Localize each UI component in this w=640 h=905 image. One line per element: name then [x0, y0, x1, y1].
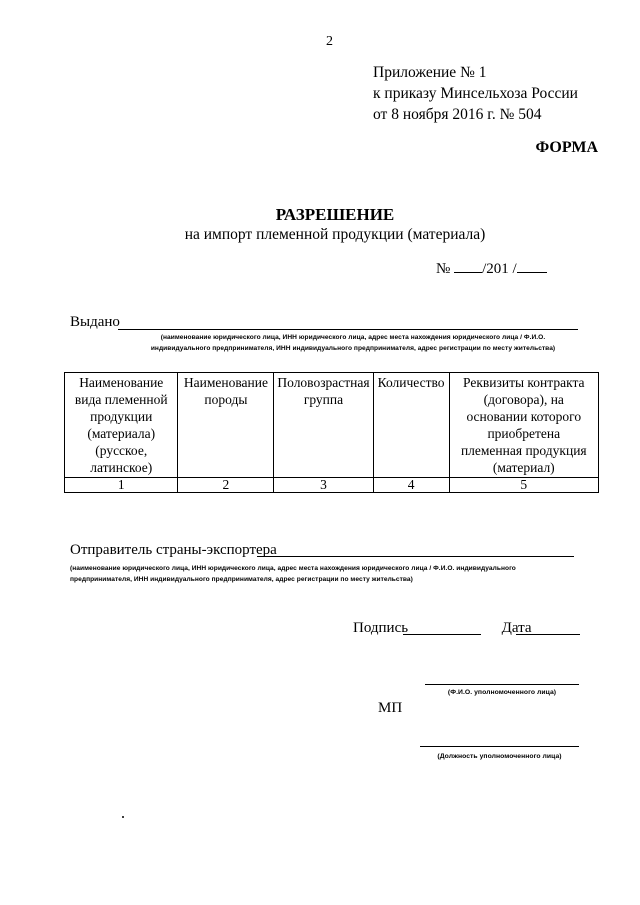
column-number: 5 — [449, 478, 598, 493]
column-number: 4 — [373, 478, 449, 493]
sender-label: Отправитель страны-экспортера — [70, 542, 277, 558]
issued-note-line-2: индивидуального предпринимателя, ИНН индивидуального предпринимателя, адрес регистрации по месту жительства) — [150, 345, 556, 352]
stamp-place-label: МП — [378, 700, 403, 716]
position-field[interactable] — [420, 746, 579, 747]
header-cell-quantity: Количество — [373, 373, 449, 478]
page-number: 2 — [326, 34, 333, 49]
annex-line-2: к приказу Минсельхоза России — [373, 85, 578, 102]
issued-label: Выдано — [70, 314, 120, 330]
number-slash: / — [512, 261, 517, 277]
issued-field[interactable] — [118, 329, 578, 330]
fio-field[interactable] — [425, 684, 579, 685]
header-cell-breed: Наименование породы — [178, 373, 274, 478]
header-cell-product-type: Наименование вида племенной продукции (материала) (русское, латинское) — [65, 373, 178, 478]
year-blank[interactable] — [517, 260, 547, 273]
annex-line-3: от 8 ноября 2016 г. № 504 — [373, 106, 542, 123]
document-subtitle: на импорт племенной продукции (материала) — [184, 226, 486, 243]
annex-header — [373, 62, 578, 125]
form-label: ФОРМА — [535, 139, 598, 156]
permit-number — [436, 260, 547, 278]
scan-speck — [122, 816, 124, 818]
header-cell-age-sex-group: Половозрастная группа — [274, 373, 373, 478]
product-table — [64, 372, 599, 493]
fio-label: (Ф.И.О. уполномоченного лица) — [447, 689, 557, 696]
sender-field[interactable] — [257, 556, 574, 557]
date-field[interactable] — [516, 634, 580, 635]
signature-field[interactable] — [403, 634, 481, 635]
position-label: (Должность уполномоченного лица) — [437, 753, 562, 760]
number-blank[interactable] — [454, 260, 482, 273]
table-header-row — [65, 373, 599, 478]
number-year: /201 — [482, 261, 509, 277]
table-number-row — [65, 478, 599, 493]
issued-note — [118, 332, 588, 354]
annex-line-1: Приложение № 1 — [373, 64, 487, 81]
issued-note-line-1: (наименование юридического лица, ИНН юридического лица, адрес места нахождения юридического лица / Ф.И.О. — [160, 334, 546, 341]
sender-note — [70, 563, 590, 585]
column-number: 1 — [65, 478, 178, 493]
column-number: 3 — [274, 478, 373, 493]
sender-note-line-1: (наименование юридического лица, ИНН юридического лица, адрес места нахождения юридического лица / Ф.И.О. индивидуального — [70, 565, 516, 572]
sender-note-line-2: предпринимателя, ИНН индивидуального предпринимателя, адрес регистрации по месту жительства) — [70, 576, 413, 583]
document-title: РАЗРЕШЕНИЕ — [275, 205, 395, 224]
number-prefix: № — [436, 261, 451, 277]
column-number: 2 — [178, 478, 274, 493]
date-label: Дата — [501, 620, 532, 636]
signature-label: Подпись — [353, 620, 409, 636]
header-cell-contract: Реквизиты контракта (договора), на основании которого приобретена племенная продукция (материал) — [449, 373, 598, 478]
